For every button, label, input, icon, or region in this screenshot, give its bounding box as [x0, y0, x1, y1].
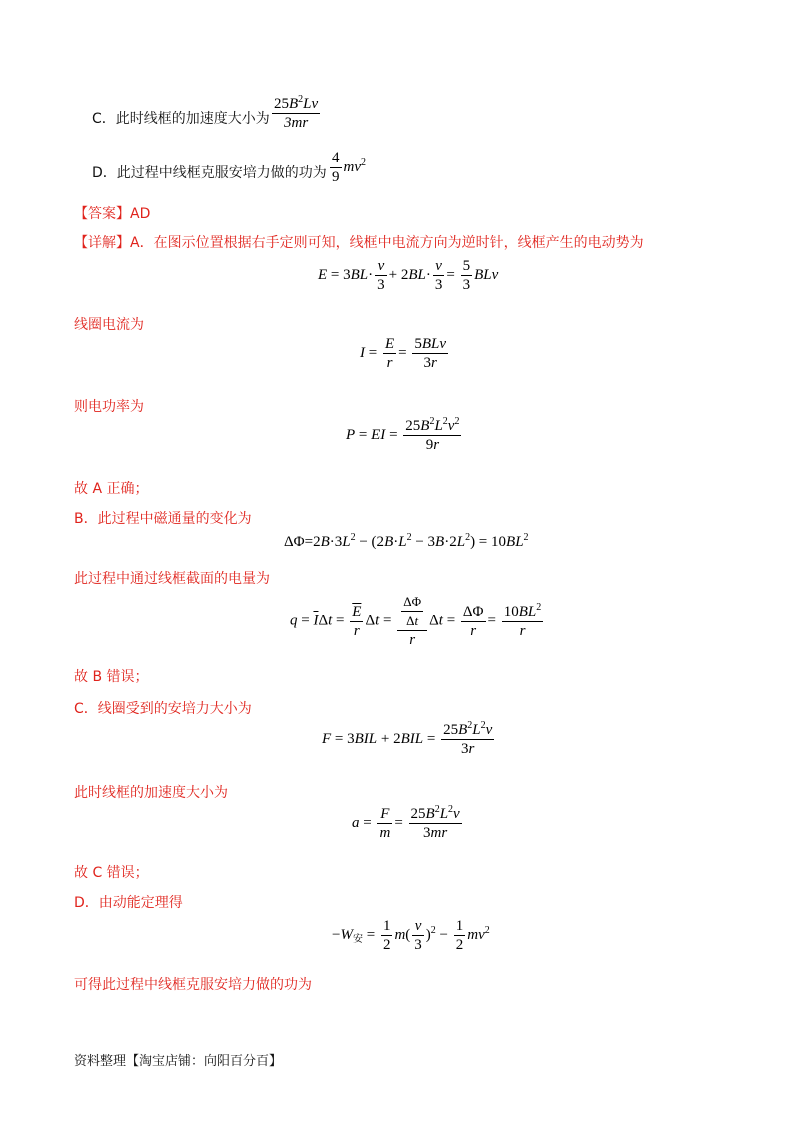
- option-d-formula: $\frac{4}{9}$ $mv^2$: [332, 150, 366, 185]
- option-d-text: D．此过程中线框克服安培力做的功为: [92, 165, 327, 181]
- c-intro: C．线圈受到的安培力大小为: [74, 701, 252, 717]
- c-verdict: 故 C 错误；: [74, 865, 149, 881]
- flux-equation: $\Delta\Phi=2B\cdot 3L^2 - (2B\cdot L^2 - 3B\cdot 2L^2) = 10BL^2$: [284, 532, 529, 550]
- force-equation: F = 3BIL + 2BIL = $\frac{25B^2L^2v}{3r}$: [322, 720, 493, 757]
- footer-text: 资料整理【淘宝店铺：向阳百分百】: [74, 1054, 283, 1069]
- option-c-text: C．此时线框的加速度大小为: [92, 111, 270, 127]
- option-c-formula: $\frac{25B^2Lv}{3mr}$: [274, 94, 319, 131]
- accel-equation: a = $\frac{F}{m}$ = $\frac{25B^2L^2v}{3mr}$: [352, 804, 460, 841]
- a-verdict: 故 A 正确；: [74, 481, 149, 497]
- emf-equation: E = 3BL· $\frac{v}{3}$ + 2BL· $\frac{v}{3}$ = $\frac{5}{3}$ BLv: [318, 258, 499, 293]
- b-verdict: 故 B 错误；: [74, 669, 149, 685]
- charge-intro: 此过程中通过线框截面的电量为: [74, 571, 270, 587]
- power-equation: P = EI = $\frac{25B^2L^2v^2}{9r}$: [346, 416, 460, 453]
- answer-label: 【答案】: [74, 206, 130, 222]
- answer-line: [74, 203, 150, 223]
- accel-intro: 此时线框的加速度大小为: [74, 785, 228, 801]
- explanation-a-intro: 【详解】A．在图示位置根据右手定则可知，线框中电流方向为逆时针，线框产生的电动势为: [74, 235, 644, 251]
- work-intro: 可得此过程中线框克服安培力做的功为: [74, 977, 312, 993]
- current-equation: I = $\frac{E}{r}$ = $\frac{\text{5BLv}}{3r}$: [360, 336, 447, 371]
- current-intro: 线圈电流为: [74, 317, 144, 333]
- answer-value: AD: [130, 206, 151, 222]
- charge-equation: $q = \overline{I}\Delta t$ = $\frac{\overline{E}}{r}$ Δt = $\frac{\frac{\Delta\Phi}{\Delta t}}{r}$ Δt = $\frac{\Delta\Phi}{r}$ = $\frac{10BL^2}{r}$: [290, 594, 542, 648]
- power-intro: 则电功率为: [74, 399, 144, 415]
- explanation-label: 【详解】: [74, 235, 130, 251]
- d-intro: D．由动能定理得: [74, 895, 183, 911]
- b-intro: B．此过程中磁通量的变化为: [74, 511, 252, 527]
- kinetic-energy-equation: $-W_安$ = $\frac{1}{2}$ m( $\frac{v}{3}$ )$^2$ − $\frac{1}{2}$ $mv^2$: [332, 918, 490, 953]
